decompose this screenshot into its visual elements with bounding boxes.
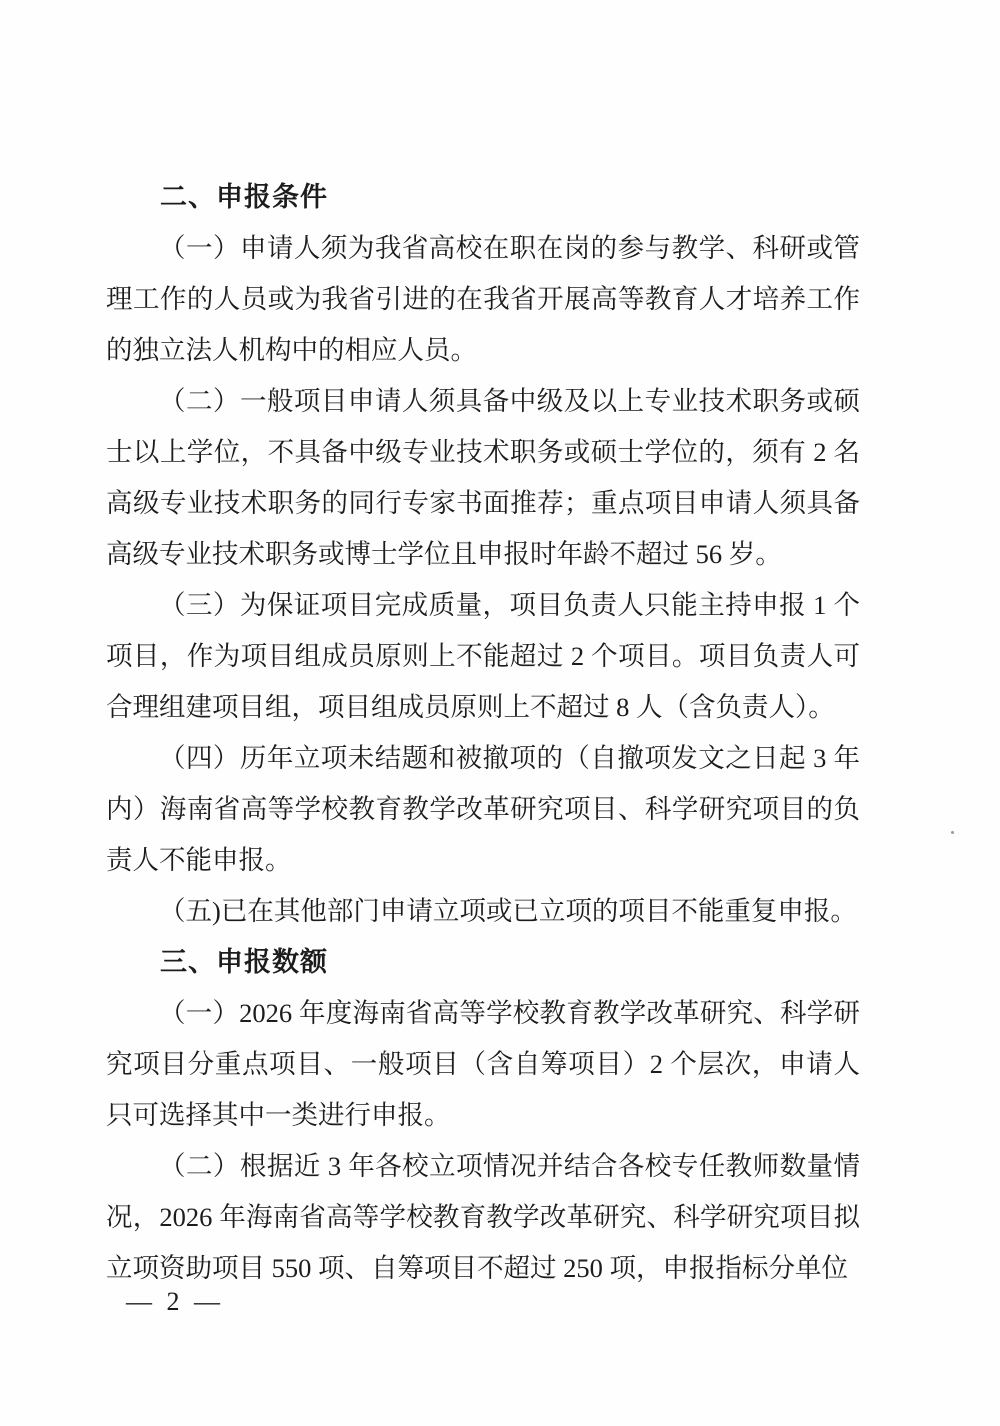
page-number: — 2 —: [126, 1287, 224, 1316]
paragraph-condition-5: （五)已在其他部门申请立项或已立项的项目不能重复申报。: [159, 896, 857, 926]
paragraph-condition-2: （二）一般项目申请人须具备中级及以上专业技术职务或硕士以上学位，不具备中级专业技术职务或硕士学位的，须有 2 名高级专业技术职务的同行专家书面推荐；重点项目申请人须具备高级专业技术职务或博士学位且申报时年龄不超过 56 岁。: [106, 386, 860, 569]
paragraph-quota-2: （二）根据近 3 年各校立项情况并结合各校专任教师数量情况，2026 年海南省高等学校教育教学改革研究、科学研究项目拟立项资助项目 550 项、自筹项目不超过 250 项，申报指标分单位: [106, 1151, 860, 1283]
scan-speck: [951, 831, 954, 834]
paragraph-condition-3: （三）为保证项目完成质量，项目负责人只能主持申报 1 个项目，作为项目组成员原则上不能超过 2 个项目。项目负责人可合理组建项目组，项目组成员原则上不超过 8 人（含负责人）。: [106, 590, 860, 722]
section-heading-application-conditions: 二、申报条件: [160, 182, 328, 212]
paragraph-condition-1: （一）申请人须为我省高校在职在岗的参与教学、科研或管理工作的人员或为我省引进的在我省开展高等教育人才培养工作的独立法人机构中的相应人员。: [106, 233, 860, 365]
document-body: [106, 172, 860, 1294]
paragraph-quota-1: （一）2026 年度海南省高等学校教育教学改革研究、科学研究项目分重点项目、一般项目（含自筹项目）2 个层次，申请人只可选择其中一类进行申报。: [106, 998, 860, 1130]
paragraph-condition-4: （四）历年立项未结题和被撤项的（自撤项发文之日起 3 年内）海南省高等学校教育教学改革研究项目、科学研究项目的负责人不能申报。: [106, 743, 860, 875]
section-heading-application-quota: 三、申报数额: [160, 947, 328, 977]
